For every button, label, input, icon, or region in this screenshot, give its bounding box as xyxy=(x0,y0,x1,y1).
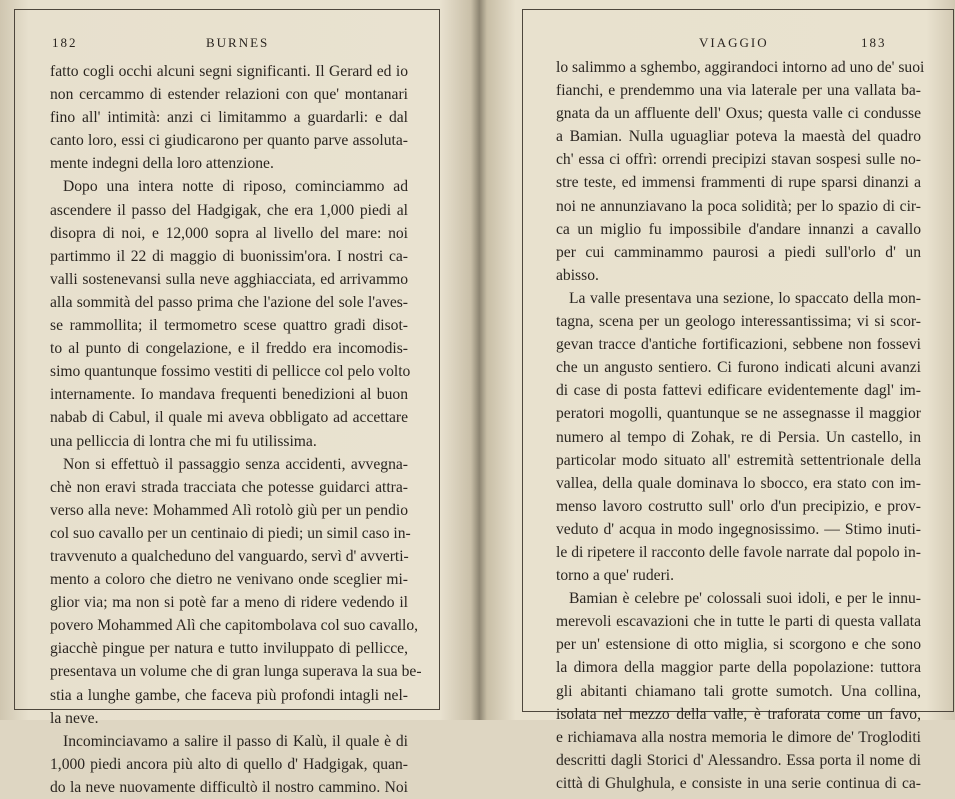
text-line: simo quantunque fossimo vestiti di pellicce col pelo volto xyxy=(50,363,411,381)
text-line: ch' essa ci offrì: orrendi precipizi stavan sospesi sulle no- xyxy=(556,151,921,169)
text-line: col suo cavallo per un centinaio di piedi; un simil caso in- xyxy=(50,524,411,542)
text-line: mente indegni della loro attenzione. xyxy=(50,155,274,173)
text-line: descritti dagli Storici d' Alessandro. Essa porta il nome di xyxy=(556,751,921,769)
text-line: chè non eravi strada tracciata che potesse guidarci attra- xyxy=(50,478,408,496)
text-line: travvenuto a qualcheduno del vanguardo, servì d' avverti- xyxy=(50,547,409,565)
text-line: e richiamava alla nostra memoria le dimore de' Trogloditi xyxy=(556,728,921,746)
text-line: ca un miglio fu impossibile d'andare innanzi a cavallo xyxy=(556,220,921,238)
text-line: gli abitanti chiamano tali grotte sumotch. Una collina, xyxy=(556,682,921,700)
text-line: nabab di Cabul, il quale mi aveva obbligato ad accettare xyxy=(50,409,408,427)
text-line: a Bamian. Nulla uguagliar poteva la maestà del quadro xyxy=(556,128,921,146)
text-line: Dopo una intera notte di riposo, cominciammo ad xyxy=(63,178,408,196)
text-line: fino all' intimità: anzi ci limitammo a guardarli: e dal xyxy=(50,109,408,127)
text-line: ascendere il passo del Hadgigak, che era 1,000 piedi al xyxy=(50,201,408,219)
text-line: per cui camminammo paurosi a piedi sull'orlo d' un xyxy=(556,243,921,261)
text-block xyxy=(556,56,925,795)
text-line: canto loro, essi ci giudicarono per quanto parve assoluta- xyxy=(50,132,408,150)
text-block xyxy=(50,60,422,799)
text-line: Non si effettuò il passaggio senza accidenti, avvegna- xyxy=(63,455,408,473)
text-line: peratori mogolli, quantunque se ne assegnasse il maggior xyxy=(556,405,921,423)
text-line: merevoli escavazioni che in tutte le parti di questa vallata xyxy=(556,613,921,631)
text-line: presentava un volume che di gran lunga superava la sua be- xyxy=(50,663,422,681)
text-line: do la neve nuovamente difficultò il nostro cammino. Noi xyxy=(50,778,408,796)
text-line: noi ne annunziavano la poca solidità; per lo spazio di cir- xyxy=(556,197,921,215)
text-line: alla sommità del passo prima che l'azione del sole l'aves- xyxy=(50,293,408,311)
text-line: la dimora della maggior parte della popolazione: tuttora xyxy=(556,659,921,677)
text-line: disopra di noi, e 12,000 sopra al livello del mare: noi xyxy=(50,224,408,242)
text-line: valli sostenevansi sulla neve agghiacciata, ed arrivammo xyxy=(50,270,408,288)
text-line: to al punto di congelazione, e il freddo era incomodis- xyxy=(50,340,408,358)
text-line: 1,000 piedi ancora più alto di quello d' Hadgigak, quan- xyxy=(50,755,408,773)
running-head: BURNES xyxy=(206,35,270,50)
left-page xyxy=(0,0,470,796)
text-line: lo salimmo a sghembo, aggirandoci intorno ad uno de' suoi xyxy=(556,59,925,76)
text-line: fatto cogli occhi alcuni segni significanti. Il Gerard ed io xyxy=(50,63,408,80)
text-line: tagna, scena per un geologo interessantissima; vi si scor- xyxy=(556,313,921,331)
text-line: gnata da un affluente dell' Oxus; questa valle ci condusse xyxy=(556,105,921,123)
text-line: partimmo il 22 di maggio di buonissim'ora. I nostri ca- xyxy=(50,247,408,265)
text-line: per un' estensione di otto miglia, si scorgono e che sono xyxy=(556,636,921,654)
text-line: verso alla neve: Mohammed Alì rotolò giù per un pendio xyxy=(50,501,408,519)
page-number: 182 xyxy=(52,35,78,50)
text-line: gevan tracce d'antiche fortificazioni, sebbene non fossevi xyxy=(556,336,921,354)
page-number: 183 xyxy=(861,35,887,50)
text-line: giacchè pingue per natura e tutto inviluppato di pellicce, xyxy=(50,640,408,658)
text-line: veduto d' acqua in modo ingegnosissimo. — Stimo inuti- xyxy=(556,520,921,538)
right-page xyxy=(481,0,955,792)
text-line: numero al tempo di Zohak, re di Persia. Un castello, in xyxy=(556,428,921,446)
text-line: stia a lunghe gambe, che faceva più profondi intagli nel- xyxy=(50,686,408,704)
text-line: La valle presentava una sezione, lo spaccato della mon- xyxy=(569,289,921,307)
text-line: menso lavoro costrutto sull' orlo d'un precipizio, e prov- xyxy=(556,497,921,515)
text-line: Incominciavamo a salire il passo di Kalù, il quale è di xyxy=(63,732,408,750)
text-line: abisso. xyxy=(556,266,599,284)
text-line: se rammollita; il termometro scese quattro gradi disot- xyxy=(50,317,408,335)
text-line: che un angusto sentiero. Ci furono indicati alcuni avanzi xyxy=(556,359,921,377)
text-line: non cercammo di estender relazioni con que' montanari xyxy=(50,86,408,104)
text-line: glior via; ma non si potè far a meno di ridere vedendo il xyxy=(50,594,408,612)
text-line: isolata nel mezzo della valle, è traforata come un favo, xyxy=(556,705,921,723)
text-line: di case di posta fattevi edificare evidentemente dagl' im- xyxy=(556,382,921,400)
text-line: torno a que' ruderi. xyxy=(556,567,674,585)
text-line: Bamian è celebre pe' colossali suoi idoli, e per le innu- xyxy=(569,590,921,608)
text-line: una pelliccia di lontra che mi fu utilissima. xyxy=(50,432,317,450)
text-line: le di ripetere il racconto delle favole narrate dal popolo in- xyxy=(556,543,921,561)
text-line: internamente. Io mandava frequenti benedizioni al buon xyxy=(50,386,408,404)
text-line: città di Ghulghula, e consiste in una serie continua di ca- xyxy=(556,774,921,792)
text-line: fianchi, e prendemmo una via laterale per una vallata ba- xyxy=(556,82,921,100)
text-line: stre teste, ed immensi frammenti di rupe sparsi dinanzi a xyxy=(556,174,921,192)
text-line: particolar modo situato all' estremità settentrionale della xyxy=(556,451,921,469)
text-line: mento a coloro che dietro ne venivano onde sceglier mi- xyxy=(50,571,408,589)
running-head: VIAGGIO xyxy=(699,35,769,50)
text-line: vallea, della quale dominava lo sbocco, era stato con im- xyxy=(556,474,921,492)
text-line: la neve. xyxy=(50,709,99,727)
text-line: povero Mohammed Alì che capitombolava col suo cavallo, xyxy=(50,617,419,635)
